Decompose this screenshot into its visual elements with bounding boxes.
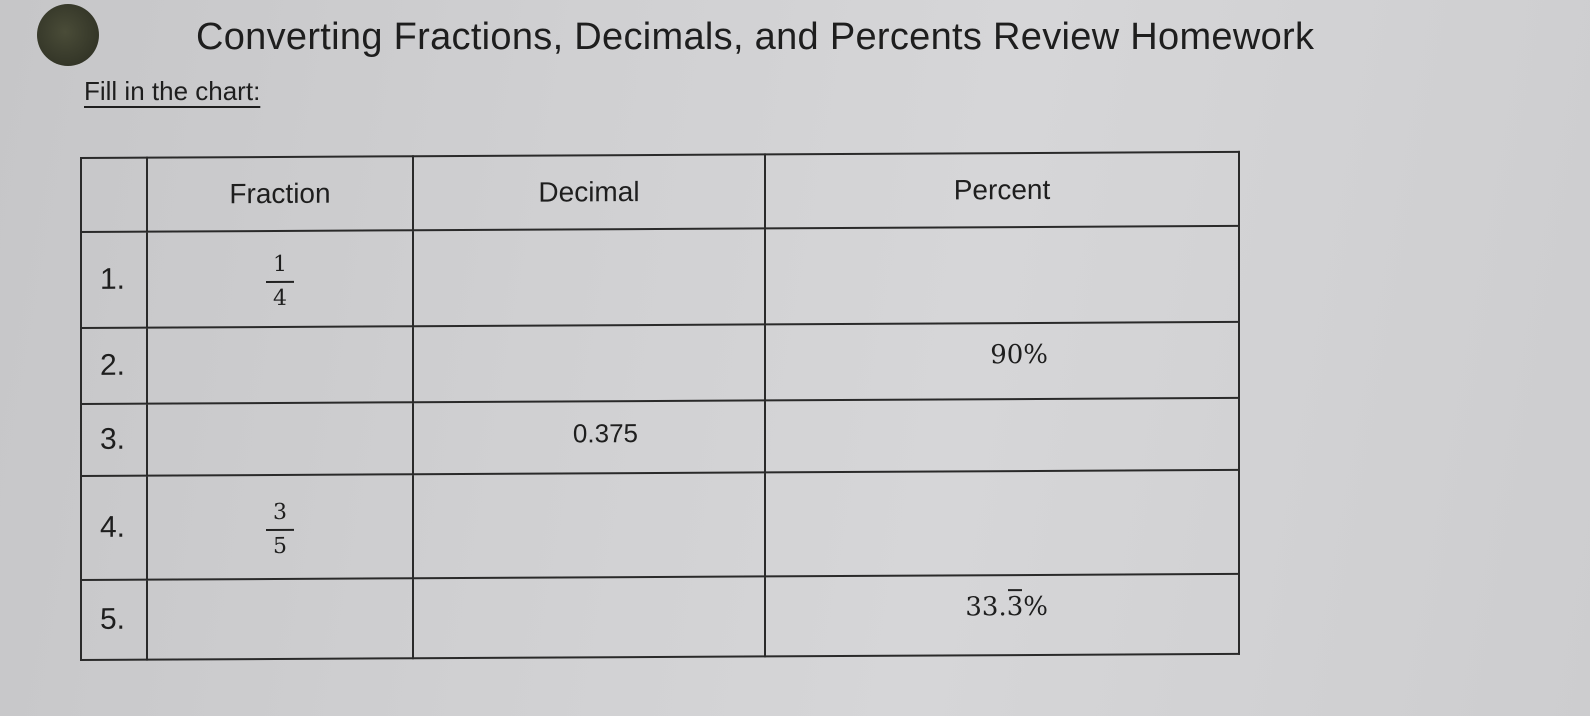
row-number: 1. [81,232,147,328]
row-number: 3. [81,404,147,476]
table-row [81,574,1239,660]
fraction-bar [266,529,294,531]
repeating-digit: 3 [1006,592,1024,623]
header-number-column [81,158,147,232]
decimal-cell[interactable] [413,472,765,578]
header-fraction: Fraction [147,156,413,231]
percent-suffix: % [1023,591,1048,623]
percent-cell [765,574,1239,656]
instruction-text: Fill in the chart: [84,76,261,106]
numerator: 3 [273,499,287,525]
fraction-bar [266,281,294,283]
conversion-chart [80,151,1240,661]
fraction-value [266,501,294,560]
fraction-cell[interactable] [147,474,413,579]
denominator: 4 [273,285,287,311]
decimal-cell: 0.375 [413,400,765,474]
fraction-cell[interactable] [147,230,413,327]
header-percent: Percent [765,152,1239,228]
table-row [81,322,1239,404]
percent-cell[interactable] [765,470,1239,576]
fraction-cell[interactable] [147,326,413,403]
header-row [81,152,1239,232]
denominator: 5 [273,533,287,559]
percent-cell[interactable] [765,398,1239,472]
percent-prefix: 33. [965,592,1007,623]
fraction-cell[interactable] [147,578,413,659]
table-row [81,398,1239,476]
fraction-value [266,253,294,312]
fraction-cell[interactable] [147,402,413,475]
decimal-cell[interactable] [413,228,765,326]
numerator: 1 [273,251,287,277]
punch-hole [37,4,99,66]
table-row [81,226,1239,328]
table-row [81,470,1239,580]
page-title: Converting Fractions, Decimals, and Percents Review Homework [196,16,1315,58]
row-number: 2. [81,328,147,404]
header-decimal: Decimal [413,154,765,230]
row-number: 5. [81,580,147,660]
decimal-cell[interactable] [413,576,765,658]
row-number: 4. [81,476,147,580]
percent-cell[interactable] [765,226,1239,324]
decimal-cell[interactable] [413,324,765,402]
percent-cell: 90% [765,322,1239,400]
